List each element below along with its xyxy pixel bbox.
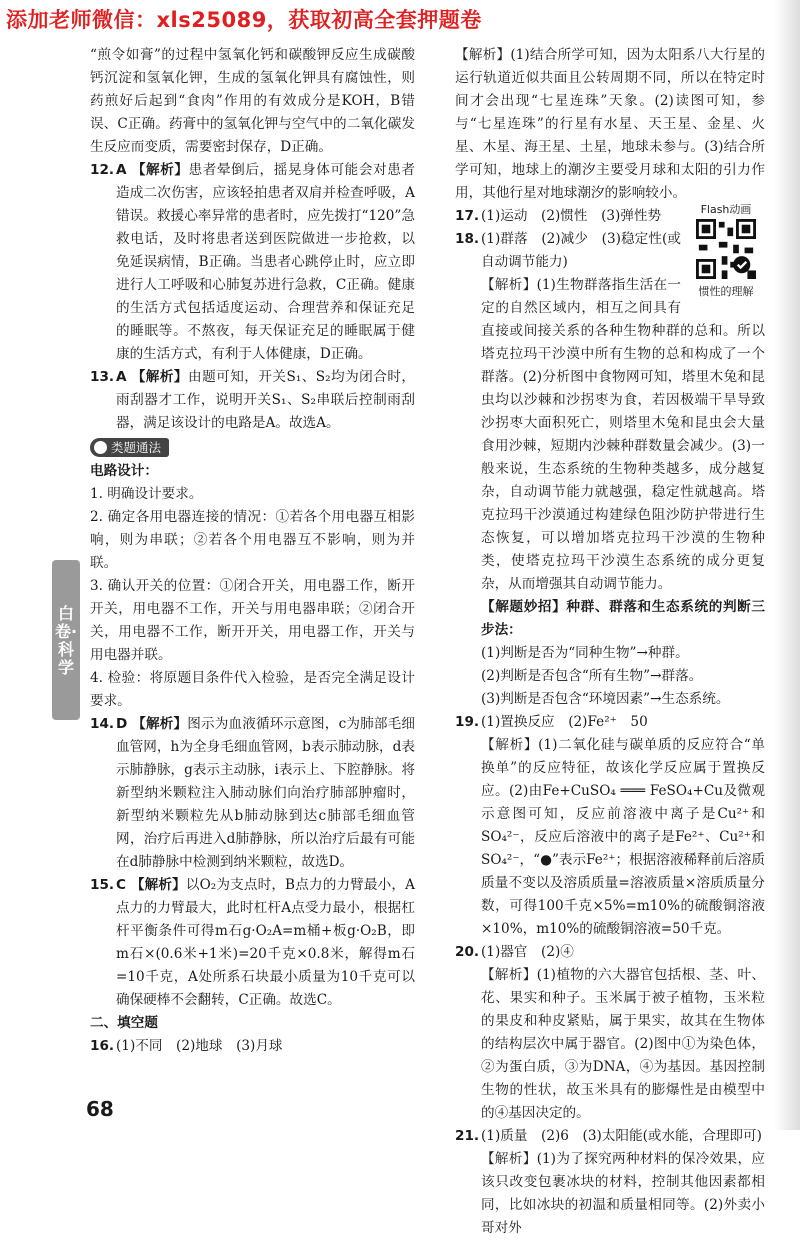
- q20-answer: (1)器官 (2)④: [481, 944, 574, 960]
- method-tag: [90, 438, 169, 457]
- q12-analysis: 患者晕倒后，摇晃身体可能会对患者造成二次伤害，应该轻拍患者双肩并检查呼吸，A错误。救援心率异常的患者时，应先拨打“120”急救电话，及时将患者送到医院做进一步抢救，以免延误病情，B正确。当患者心跳停止时，应立即进行人工呼吸和心肺复苏进行急救，C正确。健康的生活方式包括适度运动、合理营养和保证充足的睡眠等。不熬夜，每天保证充足的睡眠属于健康的生活方式，有利于人体健康，D正确。: [116, 162, 415, 362]
- left-column: [90, 44, 415, 1058]
- method-tag-label: 类题通法: [111, 440, 162, 455]
- q17-number: 17.: [455, 208, 480, 224]
- q20-number: 20.: [455, 944, 480, 960]
- tip-line-2: (2)判断是否包含“所有生物”→群落。: [481, 668, 703, 684]
- left-continued-paragraph: “煎令如膏”的过程中氢氧化钙和碳酸钾反应生成碳酸钙沉淀和氢氧化钾，生成的氢氧化钾具有腐蚀性，则药煎好后起到“食肉”作用的有效成分是KOH，B错误、C正确。药膏中的氢氧化钾与空气中的二氧化碳发生反应而变质，需要密封保存，D正确。: [90, 47, 415, 155]
- section-fill-in: 二、填空题: [90, 1015, 158, 1031]
- tip-title: 电路设计：: [90, 463, 158, 479]
- q21-number: 21.: [455, 1128, 480, 1144]
- qr-code-icon[interactable]: [696, 219, 756, 279]
- q15-answer-head: C 【解析】: [116, 877, 186, 893]
- right-column: [455, 44, 765, 1240]
- tip-line-3: (3)判断是否包含“环境因素”→生态系统。: [481, 691, 730, 707]
- right-continued-paragraph: 【解析】(1)结合所学可知，因为太阳系八大行星的运行轨道近似共面且公转周期不同，所以在特定时间才会出现“七星连珠”天象。(2)读图可知，参与“七星连珠”的行星有水星、天王星、金星、火星、木星、海王星、土星，地球未参与。(3)结合所学可知，地球上的潮汐主要受月球和太阳的引力作用，其他行星对地球潮汐的影响较小。: [455, 47, 765, 201]
- question-19: [455, 711, 765, 734]
- question-12: [90, 159, 415, 366]
- q19-answer: (1)置换反应 (2)Fe²⁺ 50: [481, 714, 648, 730]
- page-number: 68: [86, 1097, 114, 1121]
- tip-step-3: 3. 确认开关的位置：①闭合开关，用电器工作，断开开关，用电器不工作，开关与用电器串联；②闭合开关，用电器不工作，断开开关，用电器工作，开关与用电器并联。: [90, 578, 415, 663]
- q12-number: 12.: [90, 162, 115, 178]
- tip-line-1: (1)判断是否为“同种生物”→种群。: [481, 645, 689, 661]
- question-14: [90, 713, 415, 874]
- q21-analysis: 【解析】(1)为了探究两种材料的保冷效果，应该只改变包裹冰块的材料，控制其他因素都相同，比如冰块的初温和质量相同等。(2)外卖小哥对外: [481, 1151, 765, 1236]
- q16-answer: (1)不同 (2)地球 (3)月球: [116, 1038, 283, 1054]
- q14-analysis: 图示为血液循环示意图，c为肺部毛细血管网，h为全身毛细血管网，b表示肺动脉，d表示肺静脉，g表示主动脉，i表示上、下腔静脉。将新型纳米颗粒注入肺动脉们向治疗肺部肿瘤时，新型纳米颗粒先从b肺动脉到达c肺部毛细血管网，治疗后再进入d肺静脉，所以治疗后最有可能在d肺静脉中检测到纳米颗粒，故选D。: [116, 716, 415, 870]
- question-13: [90, 366, 415, 435]
- q20-analysis: 【解析】(1)植物的六大器官包括根、茎、叶、花、果实和种子。玉米属于被子植物，玉米粒的果皮和种皮紧贴，属于果实，故其在生物体的结构层次中属于器官。(2)图中①为染色体，②为蛋白质，③为DNA，④为基因。基因控制生物的性状，故玉米具有的膨爆性是由模型中的④基因决定的。: [481, 967, 765, 1121]
- q15-analysis: 以O₂为支点时，B点力的力臂最小，A点力的力臂最大，此时杠杆A点受力最小，根据杠杆平衡条件可得m石g·O₂A=m桶+板g·O₂B，即m石×(0.6米+1米)=20千克×0.8米，解得m石=10千克，A处所系石块最小质量为10千克可以确保硬棒不会翻转，C正确。故选C。: [116, 877, 415, 1008]
- tip-step-4: 4. 检验：将原题目条件代入检验，是否完全满足设计要求。: [90, 670, 415, 709]
- question-21: [455, 1125, 765, 1148]
- q18-number: 18.: [455, 231, 480, 247]
- q18-answer: (1)群落 (2)减少 (3)稳定性(或自动调节能力): [481, 231, 681, 270]
- q16-number: 16.: [90, 1038, 115, 1054]
- q19-analysis: 【解析】(1)二氧化硅与碳单质的反应符合“单换单”的反应特征，故该化学反应属于置换反应。(2)由Fe+CuSO₄ ═══ FeSO₄+Cu及微观示意图可知，反应前溶液中离子是Cu²⁺和SO₄²⁻，反应后溶液中的离子是Fe²⁺、Cu²⁺和SO₄²⁻，“●”表示Fe²⁺；根据溶液稀释前后溶质质量不变以及溶质质量=溶液质量×溶质质量分数，可得100千克×5%=m10%的硫酸铜溶液×10%，m10%的硫酸铜溶液=50千克。: [481, 737, 765, 937]
- qr-top-label: Flash动画: [700, 203, 752, 216]
- tip-step-1: 1. 明确设计要求。: [90, 486, 203, 502]
- tip-head: 【解题妙招】种群、群落和生态系统的判断三步法：: [481, 599, 765, 638]
- question-16: [90, 1035, 415, 1058]
- side-tab: 白卷·科学: [52, 560, 80, 720]
- q14-number: 14.: [90, 716, 115, 732]
- key-icon: [94, 441, 107, 454]
- q18-analysis: 【解析】(1)生物群落指生活在一定的自然区域内，相互之间具有直接或间接关系的各种生物种群的总和。所以塔克拉玛干沙漠中所有生物的总和构成了一个群落。(2)分析图中食物网可知，塔里木兔和昆虫均以沙棘和沙拐枣为食，若因极端干旱导致沙拐枣大面积死亡，则塔里木兔和昆虫会大量食用沙棘，短期内沙棘种群数量会减少。(3)一般来说，生态系统的生物种类越多，成分越复杂，自动调节能力就越强，稳定性就越高。塔克拉玛干沙漠通过构建绿色阻沙防护带进行生态恢复，可以增加塔克拉玛干沙漠的生物种类，使塔克拉玛干沙漠生态系统的成分更复杂，从而增强其自动调节能力。: [481, 277, 765, 592]
- qr-bottom-label: 惯性的理解: [698, 285, 754, 298]
- q19-number: 19.: [455, 714, 480, 730]
- q13-analysis: 由题可知，开关S₁、S₂均为闭合时，雨刮器才工作，说明开关S₁、S₂串联后控制雨刮器，满足该设计的电路是A。故选A。: [116, 369, 415, 431]
- q13-number: 13.: [90, 369, 115, 385]
- q12-answer-head: A 【解析】: [116, 162, 189, 178]
- q17-answer: (1)运动 (2)惯性 (3)弹性势: [481, 208, 662, 224]
- q21-answer: (1)质量 (2)6 (3)太阳能(或水能，合理即可): [481, 1128, 762, 1144]
- qr-widget[interactable]: [687, 203, 765, 299]
- q14-answer-head: D 【解析】: [116, 716, 188, 732]
- q13-answer-head: A 【解析】: [116, 369, 189, 385]
- q15-number: 15.: [90, 877, 115, 893]
- question-20: [455, 941, 765, 964]
- question-15: [90, 874, 415, 1012]
- tip-step-2: 2. 确定各用电器连接的情况：①若各个用电器互相影响，则为串联；②若各个用电器互不影响，则为并联。: [90, 509, 415, 571]
- promo-banner: 添加老师微信：xls25089，获取初高全套押题卷: [0, 0, 800, 34]
- page-edge-shadow: [774, 0, 800, 1130]
